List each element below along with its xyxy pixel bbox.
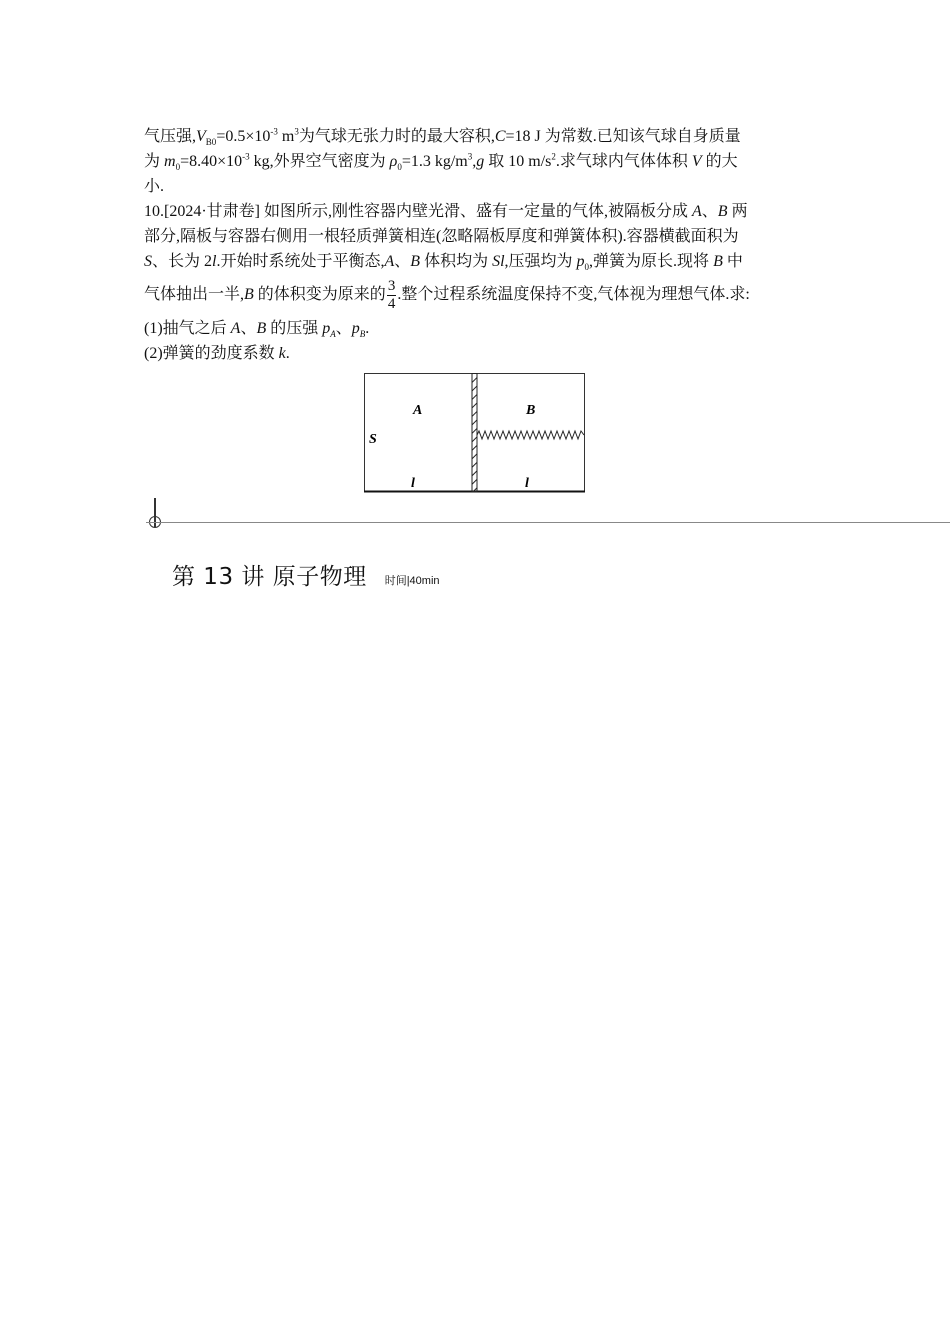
subscript: 0 bbox=[397, 162, 402, 173]
text-run: (2)弹簧的劲度系数 bbox=[144, 345, 279, 362]
label-S: S bbox=[369, 432, 377, 447]
text-run: , bbox=[472, 153, 477, 170]
var-l: l bbox=[212, 253, 217, 270]
subscript: B bbox=[359, 329, 366, 340]
fraction-denominator: 4 bbox=[387, 295, 396, 312]
text-run: 、 bbox=[701, 203, 718, 220]
text-run: 的体积变为原来的 bbox=[253, 286, 386, 303]
var-B: B bbox=[717, 203, 728, 220]
var-B: B bbox=[713, 253, 723, 270]
label-B: B bbox=[526, 403, 536, 418]
text-run: =0.5×10 bbox=[216, 128, 271, 145]
text-run: 、 bbox=[335, 320, 352, 337]
var-C: C bbox=[494, 128, 506, 145]
label-l-right: l bbox=[525, 476, 529, 491]
p10-line-4 bbox=[144, 274, 809, 316]
var-p: p bbox=[351, 320, 360, 337]
section-divider bbox=[146, 522, 950, 523]
fraction bbox=[387, 278, 397, 313]
var-p: p bbox=[576, 253, 585, 270]
var-V: V bbox=[691, 153, 702, 170]
p10-line-1 bbox=[144, 199, 809, 224]
p9-line-3: 小. bbox=[144, 178, 165, 195]
question-2 bbox=[144, 341, 809, 366]
text-run: 、 bbox=[240, 320, 257, 337]
text-run: 10.[2024·甘肃卷] 如图所示,刚性容器内壁光滑、盛有一定量的气体,被隔板分成 bbox=[144, 203, 692, 220]
var-B: B bbox=[256, 320, 267, 337]
text-run: . bbox=[365, 320, 370, 337]
text-run: 、长为 2 bbox=[152, 253, 213, 270]
p9-line-1 bbox=[144, 124, 809, 149]
var-k: k bbox=[278, 345, 286, 362]
subscript: 0 bbox=[584, 262, 590, 273]
var-p: p bbox=[322, 320, 331, 337]
text-run: =1.3 kg/m bbox=[401, 153, 468, 170]
text-run: (1)抽气之后 bbox=[144, 320, 231, 337]
text-run: 中 bbox=[722, 253, 743, 270]
var-A: A bbox=[230, 320, 241, 337]
text-run: ,弹簧为原长.现将 bbox=[589, 253, 714, 270]
var-V: V bbox=[196, 128, 206, 145]
label-l-left: l bbox=[411, 476, 415, 491]
text-run: 的大 bbox=[701, 153, 738, 170]
text-run: 气压强, bbox=[144, 128, 197, 145]
section-title: 第 13 讲 原子物理 bbox=[172, 564, 367, 590]
text-run: =8.40×10 bbox=[180, 153, 243, 170]
text-run: 、 bbox=[394, 253, 411, 270]
subscript: A bbox=[330, 329, 336, 340]
var-S: S bbox=[144, 253, 152, 270]
p10-line-3 bbox=[144, 249, 809, 274]
text-run: 的压强 bbox=[266, 320, 323, 337]
subscript: 0 bbox=[175, 162, 181, 173]
partition bbox=[472, 374, 477, 492]
var-g: g bbox=[476, 153, 485, 170]
var-Sl: Sl bbox=[492, 253, 505, 270]
var-B: B bbox=[410, 253, 421, 270]
superscript: -3 bbox=[242, 151, 250, 162]
text-run: .求气球内气体体积 bbox=[555, 153, 692, 170]
var-A: A bbox=[692, 203, 702, 220]
var-rho: ρ bbox=[389, 153, 398, 170]
section-heading bbox=[172, 558, 440, 591]
text-run: . bbox=[285, 345, 290, 362]
question-1 bbox=[144, 316, 809, 341]
text-run: 为 bbox=[144, 153, 165, 170]
var-m: m bbox=[164, 153, 176, 170]
superscript: -3 bbox=[270, 126, 278, 137]
text-run: kg,外界空气密度为 bbox=[249, 153, 390, 170]
problem-text bbox=[144, 124, 809, 366]
p9-line-2 bbox=[144, 149, 809, 174]
superscript: 3 bbox=[467, 151, 473, 162]
text-run: 气体抽出一半, bbox=[144, 286, 245, 303]
text-run: =18 J 为常数.已知该气球自身质量 bbox=[505, 128, 741, 145]
text-run: 体积均为 bbox=[420, 253, 493, 270]
text-run: .开始时系统处于平衡态, bbox=[216, 253, 385, 270]
text-run: m bbox=[277, 128, 295, 145]
section-time: 时间|40min bbox=[384, 575, 440, 587]
superscript: 2 bbox=[551, 151, 556, 162]
text-run: ,压强均为 bbox=[504, 253, 577, 270]
text-run: 两 bbox=[727, 203, 748, 220]
subscript: B0 bbox=[205, 137, 217, 148]
superscript: 3 bbox=[294, 126, 299, 137]
label-A: A bbox=[413, 403, 423, 418]
container-diagram bbox=[363, 372, 587, 496]
text-run: 为气球无张力时的最大容积, bbox=[298, 128, 495, 145]
p10-line-2: 部分,隔板与容器右侧用一根轻质弹簧相连(忽略隔板厚度和弹簧体积).容器横截面积为 bbox=[144, 228, 739, 245]
text-run: 取 10 m/s bbox=[484, 153, 552, 170]
var-A: A bbox=[384, 253, 395, 270]
fraction-numerator: 3 bbox=[387, 277, 396, 294]
text-run: .整个过程系统温度保持不变,气体视为理想气体.求: bbox=[397, 286, 750, 303]
spring bbox=[477, 431, 584, 439]
var-B: B bbox=[244, 286, 254, 303]
